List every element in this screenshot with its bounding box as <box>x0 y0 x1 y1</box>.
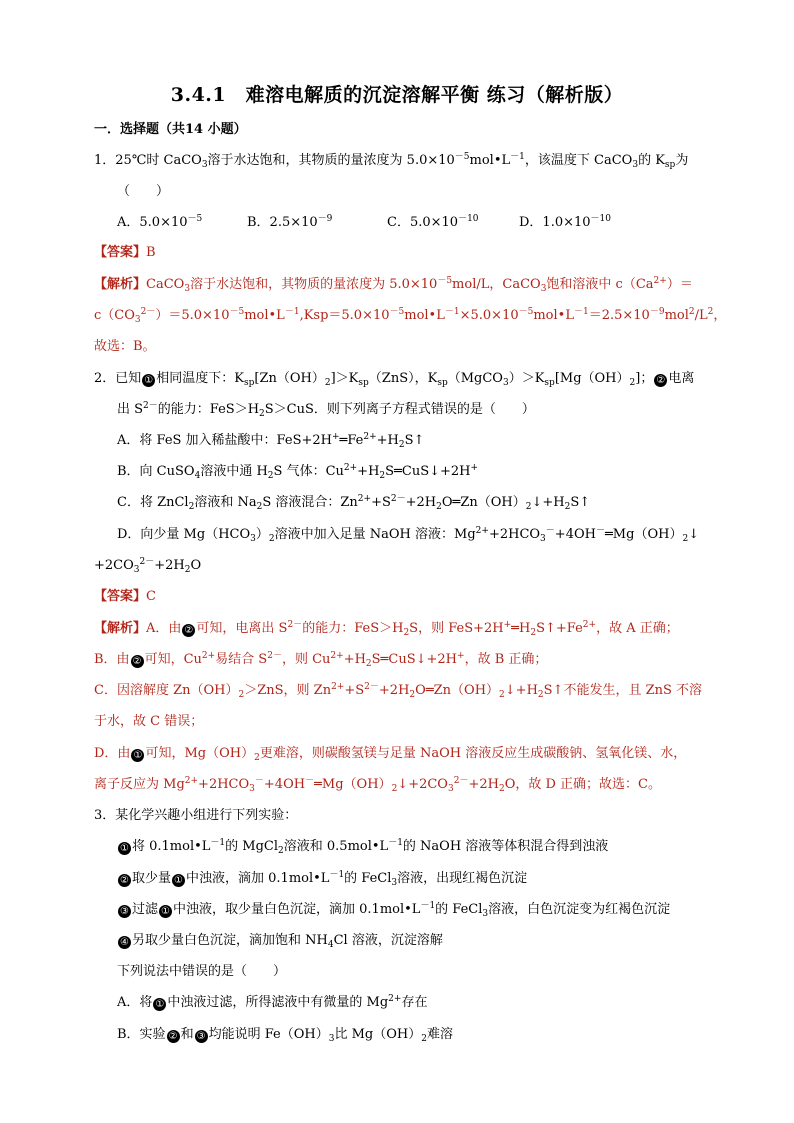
q2-option-a: A．将 FeS 加入稀盐酸中：$FeS+2H^+═Fe^{2+}+H_2S↑$ <box>117 432 425 450</box>
q3-stem: 3．某化学兴趣小组进行下列实验： <box>94 808 298 823</box>
q3-step-4: ④ 另取少量白色沉淀，滴加饱和 $NH_4Cl$ 溶液，沉淀溶解 <box>117 931 443 951</box>
q3-step-3: ③ 过滤 ① 中浊液，取少量白色沉淀，滴加 $0.1mol•L^{-1}$的 FeCl$_3$溶液，白色沉淀变为红褐色沉淀 <box>117 900 670 920</box>
q1-analysis-line2: $c(CO_3^{2-})=5.0\times 10^{-5}mol•L^{-1},Ksp=5.0\times 10^{-5}mol•L^{-1}\times 5.0\times 10^{-5}mol•L^{-1}=2.5\times 10^{-9}mol^2/L^2$， <box>94 307 727 325</box>
q3-ask: 下列说法中错误的是（ ） <box>117 964 287 979</box>
q3-option-a: A．将 ① 中浊液过滤，所得滤液中有微量的 $Mg^{2+}$存在 <box>117 994 428 1010</box>
q1-option-d: D．$1.0\times 10^{-10}$ <box>519 214 611 230</box>
q1-paren: （ ） <box>117 184 170 199</box>
q2-option-d-cont: $+2CO_3^{2-}+2H_2O$ <box>94 557 202 575</box>
section-heading: 一．选择题（共14 小题） <box>94 122 247 137</box>
q2-stem-line1: 2．已知 ① 相同温度下：$K_{sp}[Zn(OH)_2]>K_{sp}(ZnS)$，$K_{sp}(MgCO_3)>K_{sp}[Mg(OH)_2]$； ② 电离 <box>94 371 695 388</box>
q1-analysis-line1: 【解析】CaCO$_3$溶于水达饱和，其物质的量浓度为 $5.0\times 10^{-5}mol/L$，CaCO$_3$饱和溶液中 $c(Ca^{2+})=$ <box>94 276 693 294</box>
q3-step-1: ① 将 $0.1mol•L^{-1}$的 MgCl$_2$溶液和 $0.5mol•L^{-1}$的 NaOH 溶液等体积混合得到浊液 <box>117 837 608 857</box>
q2-analysis-c-cont: 于水，故 C 错误； <box>94 714 204 729</box>
q1-option-a: A．$5.0\times 10^{-5}$ <box>117 214 203 230</box>
page-title: 3.4.1 难溶电解质的沉淀溶解平衡 练习（解析版） <box>170 84 624 106</box>
q2-answer: 【答案】C <box>94 589 156 604</box>
q2-analysis-c: C．因溶解度 $Zn(OH)_2>ZnS$，则 $Zn^{2+}+S^{2-}+2H_2O═Zn(OH)_2↓+H_2S↑$不能发生，且 ZnS 不溶 <box>94 682 703 700</box>
q1-answer: 【答案】B <box>94 245 156 260</box>
q2-analysis-b: B．由 ② 可知，$Cu^{2+}$易结合 $S^{2-}$，则 $Cu^{2+}+H_2S═CuS↓+2H^+$，故 B 正确； <box>94 651 548 669</box>
q1-stem: 1．25℃时 CaCO$_3$溶于水达饱和，其物质的量浓度为 $5.0\times 10^{-5}mol•L^{-1}$，该温度下 CaCO$_3$的 $K_{sp}$为 <box>94 152 689 170</box>
q2-option-d: D．向少量 $Mg(HCO_3)_2$溶液中加入足量 NaOH 溶液：$Mg^{2+}+2HCO_3^-+4OH^-═Mg(OH)_2↓$ <box>117 526 700 544</box>
q2-analysis-d: D．由 ① 可知，$Mg(OH)_2$更难溶，则碳酸氢镁与足量 NaOH 溶液反应生成碳酸钠、氢氧化镁、水， <box>94 746 687 763</box>
q1-analysis-line3: 故选：B。 <box>94 339 156 354</box>
q2-option-b: B．向 CuSO$_4$溶液中通 $H_2S$ 气体：$Cu^{2+}+H_2S═CuS↓+2H^+$ <box>117 463 479 481</box>
q2-option-c: C．将 ZnCl$_2$溶液和 $Na_2S$ 溶液混合：$Zn^{2+}+S^{2-}+2H_2O═Zn(OH)_2↓+H_2S↑$ <box>117 494 591 512</box>
q1-option-b: B．$2.5\times 10^{-9}$ <box>247 214 333 230</box>
q3-option-b: B．实验 ② 和 ③ 均能说明 $Fe(OH)_3$比 $Mg(OH)_2$难溶 <box>117 1027 453 1044</box>
q1-option-c: C．$5.0\times 10^{-10}$ <box>387 214 479 230</box>
q2-analysis-a: 【解析】A．由 ② 可知，电离出 $S^{2-}$的能力：$FeS>H_2S$，则 $FeS+2H^+═H_2S↑+Fe^{2+}$，故 A 正确； <box>94 620 679 638</box>
q2-analysis-d-cont: 离子反应为 $Mg^{2+}+2HCO_3^-+4OH^-═Mg(OH)_2↓+2CO_3^{2-}+2H_2O$，故 D 正确；故选：C。 <box>94 776 661 794</box>
q2-stem-line2: 出 $S^{2-}$的能力：$FeS>H_2S>CuS$．则下列离子方程式错误的是（ ） <box>117 401 535 419</box>
q3-step-2: ② 取少量 ① 中浊液，滴加 $0.1mol•L^{-1}$的 FeCl$_3$溶液，出现红褐色沉淀 <box>117 869 527 889</box>
